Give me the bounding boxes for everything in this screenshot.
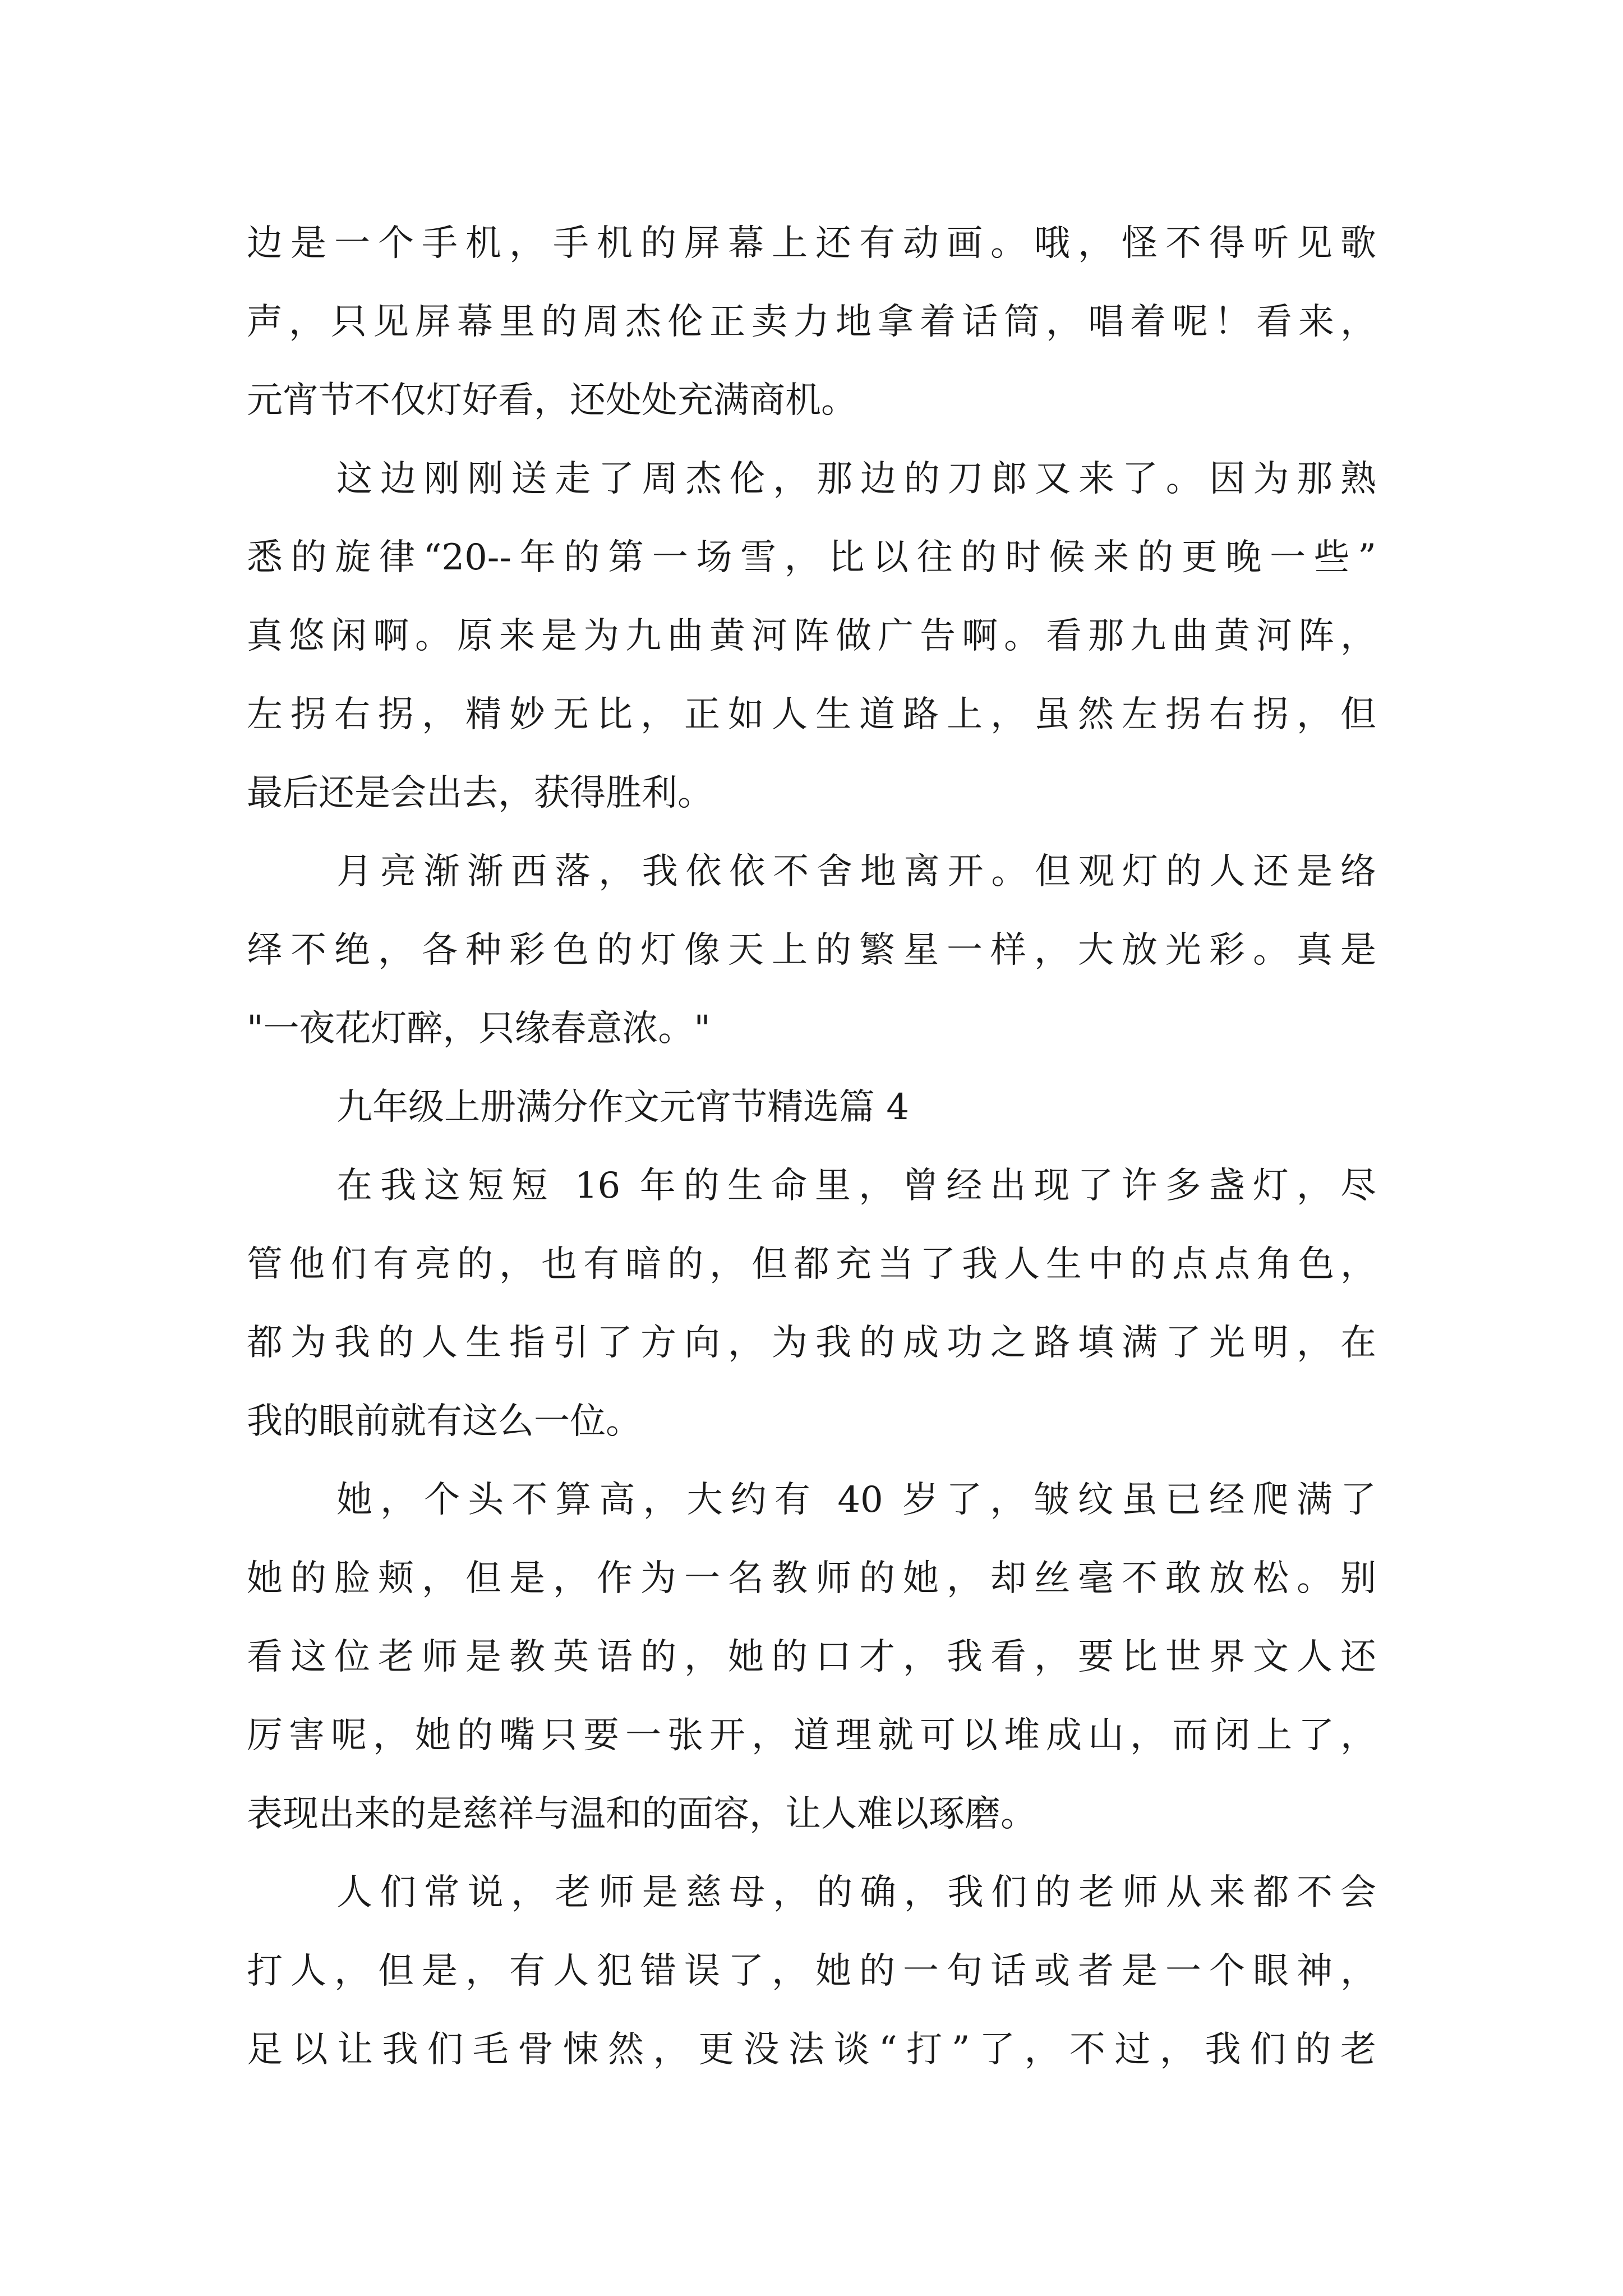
- text-line: 看这位老师是教英语的，她的口才，我看，要比世界文人还: [247, 1636, 1376, 1678]
- text-line: 她的脸颊，但是，作为一名教师的她，却丝毫不敢放松。别: [247, 1558, 1376, 1599]
- text-line: 声，只见屏幕里的周杰伦正卖力地拿着话筒，唱着呢！看来，: [247, 301, 1376, 343]
- paragraph-first-line: 人们常说，老师是慈母，的确，我们的老师从来都不会: [336, 1872, 1376, 1913]
- text-line: 绎不绝，各种彩色的灯像天上的繁星一样，大放光彩。真是: [247, 930, 1376, 971]
- text-line: "一夜花灯醉，只缘春意浓。": [247, 1008, 711, 1050]
- text-line: 元宵节不仅灯好看，还处处充满商机。: [247, 380, 857, 421]
- text-line: 我的眼前就有这么一位。: [247, 1401, 642, 1442]
- text-line: 边是一个手机，手机的屏幕上还有动画。哦，怪不得听见歌: [247, 223, 1376, 264]
- text-line: 表现出来的是慈祥与温和的面容，让人难以琢磨。: [247, 1793, 1036, 1835]
- text-line: 管他们有亮的，也有暗的，但都充当了我人生中的点点角色，: [247, 1244, 1376, 1285]
- text-line: 都为我的人生指引了方向，为我的成功之路填满了光明，在: [247, 1322, 1376, 1364]
- text-line: 足以让我们毛骨悚然，更没法谈“打”了，不过，我们的老: [247, 2029, 1376, 2070]
- paragraph-first-line: 在我这短短 16 年的生命里，曾经出现了许多盏灯，尽: [336, 1165, 1376, 1207]
- text-line: 打人，但是，有人犯错误了，她的一句话或者是一个眼神，: [247, 1950, 1376, 1992]
- text-line: 真悠闲啊。原来是为九曲黄河阵做广告啊。看那九曲黄河阵，: [247, 615, 1376, 657]
- text-line: 左拐右拐，精妙无比，正如人生道路上，虽然左拐右拐，但: [247, 694, 1376, 735]
- section-heading: 九年级上册满分作文元宵节精选篇 4: [336, 1087, 910, 1128]
- text-line: 厉害呢，她的嘴只要一张开，道理就可以堆成山，而闭上了，: [247, 1715, 1376, 1756]
- paragraph-first-line: 月亮渐渐西落，我依依不舍地离开。但观灯的人还是络: [336, 851, 1376, 892]
- text-line: 最后还是会出去，获得胜利。: [247, 772, 713, 814]
- text-line: 悉的旋律“20--年的第一场雪，比以往的时候来的更晚一些”: [247, 537, 1376, 578]
- paragraph-first-line: 这边刚刚送走了周杰伦，那边的刀郎又来了。因为那熟: [336, 458, 1376, 500]
- paragraph-first-line: 她，个头不算高，大约有 40 岁了，皱纹虽已经爬满了: [336, 1479, 1376, 1521]
